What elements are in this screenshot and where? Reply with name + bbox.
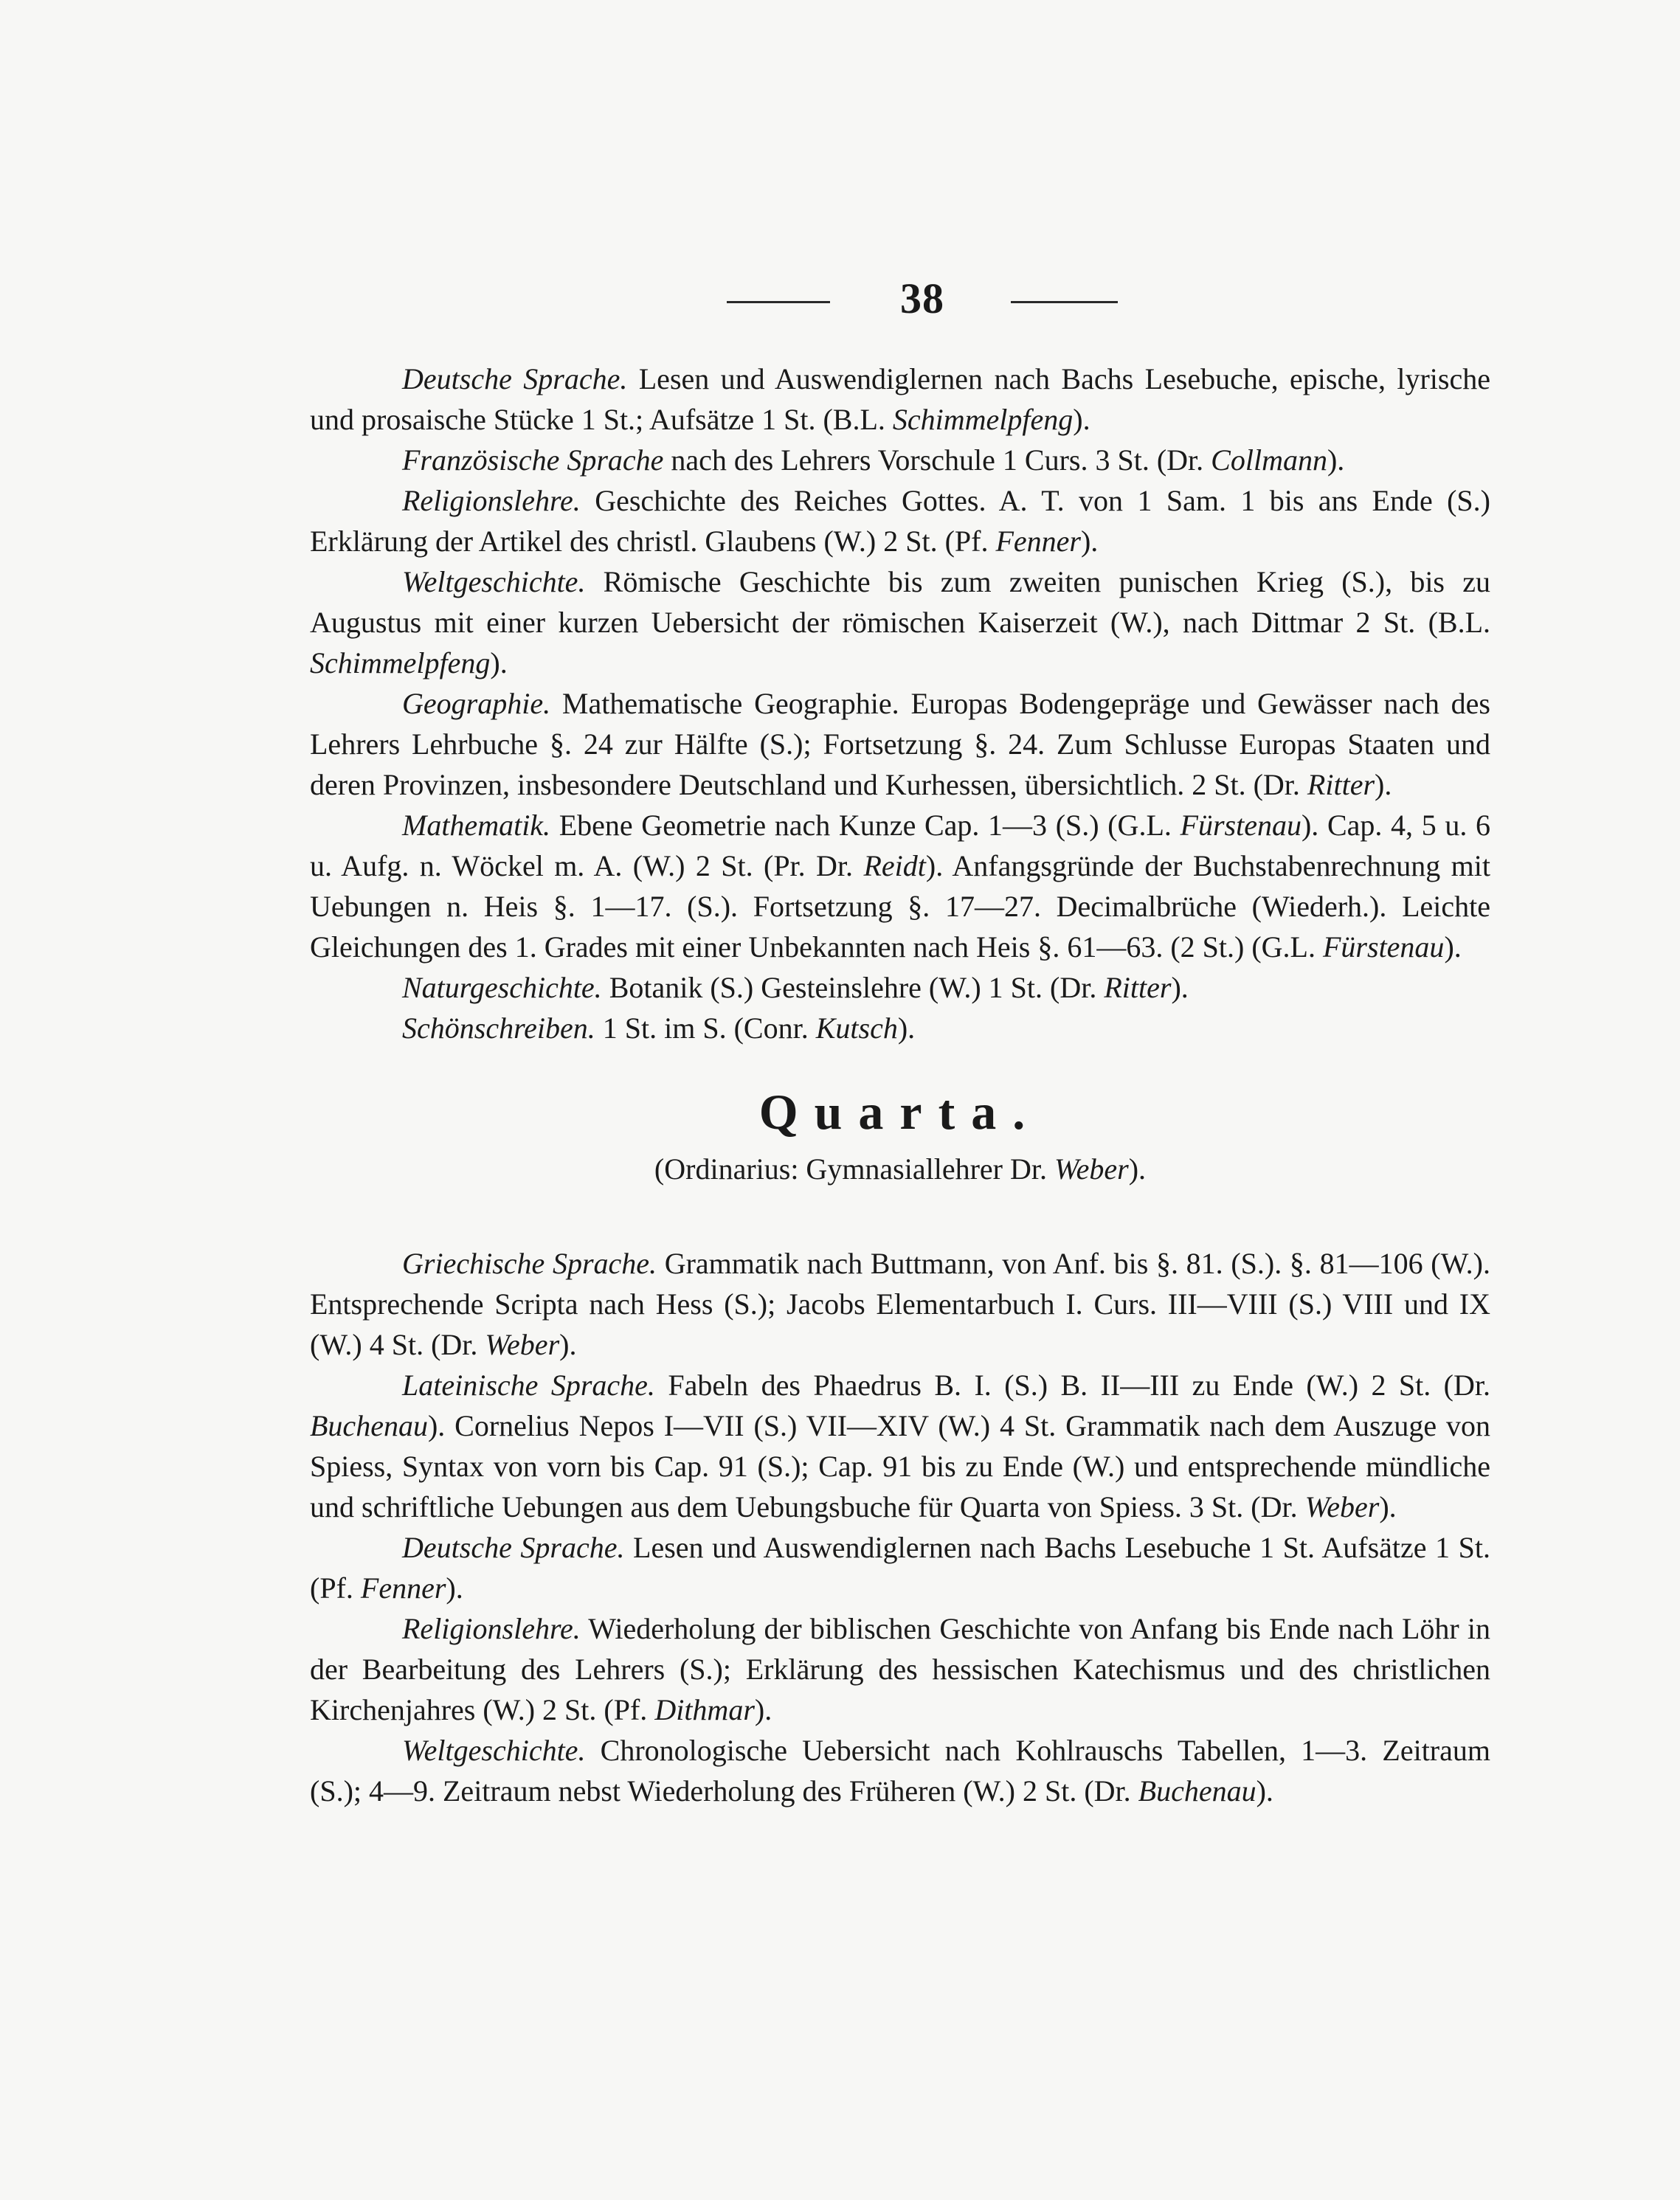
page-body	[310, 359, 1490, 1811]
paragraph-tail: ).	[446, 1571, 463, 1605]
ordinarius-suffix: ).	[1128, 1152, 1147, 1186]
paragraph-weltgeschichte	[310, 561, 1490, 683]
teacher-name: Fürstenau	[1323, 930, 1445, 964]
subject-label: Schönschreiben.	[402, 1011, 595, 1045]
paragraph-text: Fabeln des Phaedrus B. I. (S.) B. II—III zu Ende (W.) 2 St. (Dr.	[654, 1369, 1490, 1402]
paragraph-schoenschreiben	[310, 1008, 1490, 1048]
paragraph-text: nach des Lehrers Vorschule 1 Curs. 3 St. (Dr.	[663, 443, 1211, 477]
teacher-name: Buchenau	[310, 1409, 428, 1442]
paragraph-tail: ).	[897, 1011, 916, 1045]
subject-label: Mathematik.	[402, 809, 551, 842]
paragraph-text: Lesen und Auswendiglernen nach Bachs Lesebuche, epische, lyrische und prosaische Stücke 1 St.; Aufsätze 1 St. (B.L.	[310, 362, 1490, 436]
paragraph-weltgeschichte-quarta	[310, 1730, 1490, 1811]
paragraph-tail: ).	[1080, 525, 1099, 558]
paragraph-text: 1 St. im S. (Conr.	[595, 1011, 816, 1045]
paragraph-geographie	[310, 683, 1490, 805]
teacher-name: Collmann	[1211, 443, 1327, 477]
page-number: 38	[900, 274, 944, 322]
paragraph-tail: ).	[1444, 930, 1462, 964]
subject-label: Lateinische Sprache.	[402, 1369, 655, 1402]
ordinarius-line	[310, 1147, 1490, 1191]
paragraph-lateinische-sprache	[310, 1365, 1490, 1527]
teacher-name: Buchenau	[1138, 1774, 1256, 1808]
paragraph-tail: ).	[1171, 971, 1189, 1004]
paragraph-naturgeschichte	[310, 967, 1490, 1008]
subject-label: Französische Sprache	[402, 443, 664, 477]
teacher-name: Reidt	[863, 849, 926, 882]
teacher-name: Kutsch	[815, 1011, 898, 1045]
subject-label: Geographie.	[402, 687, 551, 720]
teacher-name: Schimmelpfeng	[892, 403, 1074, 436]
header-rule-left	[727, 301, 830, 303]
paragraph-tail: ).	[1073, 403, 1090, 436]
paragraph-griechische-sprache	[310, 1243, 1490, 1365]
ordinarius-prefix: (Ordinarius: Gymnasiallehrer Dr.	[654, 1152, 1054, 1186]
subject-label: Religionslehre.	[402, 484, 581, 517]
paragraph-tail: ).	[1379, 1490, 1397, 1523]
teacher-name: Dithmar	[654, 1693, 755, 1726]
paragraph-text: Römische Geschichte bis zum zweiten punischen Krieg (S.), bis zu Augustus mit einer kurzen Uebersicht der römischen Kaiserzeit (W.), nach Dittmar 2 St. (B.L.	[310, 565, 1490, 639]
paragraph-text: Lesen und Auswendiglernen nach Bachs Lesebuche 1 St. Aufsätze 1 St. (Pf.	[310, 1531, 1490, 1605]
paragraph-tail: ).	[1327, 443, 1345, 477]
paragraph-text: Grammatik nach Buttmann, von Anf. bis §. 81. (S.). §. 81—106 (W.). Entsprechende Scripta nach Hess (S.); Jacobs Elementarbuch I. Curs. III—VIII (S.) VIII und IX (W.) 4 St. (Dr.	[310, 1247, 1490, 1361]
subject-label: Religionslehre.	[402, 1612, 581, 1645]
paragraph-franzoesische-sprache	[310, 440, 1490, 480]
paragraph-text: Mathematische Geographie. Europas Bodengepräge und Gewässer nach des Lehrers Lehrbuche §. 24 zur Hälfte (S.); Fortsetzung §. 24. Zum Schlusse Europas Staaten und deren Provinzen, insbesondere Deutschland und Kurhessen, übersichtlich. 2 St. (Dr.	[310, 687, 1490, 801]
section-spacer	[310, 1191, 1490, 1243]
subject-label: Naturgeschichte.	[402, 971, 602, 1004]
paragraph-tail: ).	[1256, 1774, 1273, 1808]
teacher-name: Weber	[485, 1328, 560, 1361]
ordinarius-name: Weber	[1054, 1152, 1129, 1186]
paragraph-tail: ).	[754, 1693, 772, 1726]
teacher-name: Weber	[1304, 1490, 1380, 1523]
paragraph-text: Ebene Geometrie nach Kunze Cap. 1—3 (S.) (G.L.	[550, 809, 1181, 842]
teacher-name: Schimmelpfeng	[310, 646, 491, 679]
teacher-name: Fenner	[995, 525, 1081, 558]
paragraph-deutsche-sprache	[310, 359, 1490, 440]
paragraph-mathematik	[310, 805, 1490, 967]
subject-label: Weltgeschichte.	[402, 565, 586, 598]
paragraph-deutsche-sprache-quarta	[310, 1527, 1490, 1608]
paragraph-tail: ).	[1375, 768, 1392, 801]
subject-label: Deutsche Sprache.	[402, 362, 628, 395]
paragraph-text: Botanik (S.) Gesteinslehre (W.) 1 St. (Dr.	[601, 971, 1105, 1004]
teacher-name: Ritter	[1307, 768, 1375, 801]
paragraph-text: Chronologische Uebersicht nach Kohlrauschs Tabellen, 1—3. Zeitraum (S.); 4—9. Zeitraum nebst Wiederholung des Früheren (W.) 2 St. (Dr.	[310, 1734, 1490, 1808]
paragraph-tail: ). Cap. 4, 5 u. 6 u. Aufg. n. Wöckel m. A. (W.) 2 St. (Pr. Dr.	[310, 809, 1490, 882]
subject-label: Weltgeschichte.	[402, 1734, 586, 1767]
paragraph-tail: ).	[490, 646, 508, 679]
section-heading-quarta: Quarta.	[758, 1084, 1042, 1140]
teacher-name: Fenner	[360, 1571, 446, 1605]
paragraph-text: Wiederholung der biblischen Geschichte von Anfang bis Ende nach Löhr in der Bearbeitung des Lehrers (S.); Erklärung des hessischen Katechismus und des christlichen Kirchenjahres (W.) 2 St. (Pf.	[310, 1612, 1490, 1726]
header-rule-right	[1011, 301, 1118, 303]
teacher-name: Ritter	[1104, 971, 1172, 1004]
paragraph-tail: ). Cornelius Nepos I—VII (S.) VII—XIV (W.) 4 St. Grammatik nach dem Auszuge von Spiess, Syntax von vorn bis Cap. 91 (S.); Cap. 91 bis zu Ende (W.) und entsprechende mündliche und schriftliche Uebungen aus dem Uebungsbuche für Quarta von Spiess. 3 St. (Dr.	[310, 1409, 1490, 1523]
paragraph-tail: ). Anfangsgründe der Buchstabenrechnung mit Uebungen n. Heis §. 1—17. (S.). Fortsetzung §. 17—27. Decimalbrüche (Wiederh.). Leichte Gleichungen des 1. Grades mit einer Unbekannten nach Heis §. 61—63. (2 St.) (G.L.	[310, 849, 1490, 964]
paragraph-religionslehre-quarta	[310, 1608, 1490, 1730]
page-header	[0, 273, 1680, 325]
subject-label: Griechische Sprache.	[402, 1247, 657, 1280]
subject-label: Deutsche Sprache.	[402, 1531, 625, 1564]
teacher-name: Fürstenau	[1180, 809, 1302, 842]
paragraph-text: Geschichte des Reiches Gottes. A. T. von 1 Sam. 1 bis ans Ende (S.) Erklärung der Artikel des christl. Glaubens (W.) 2 St. (Pf.	[310, 484, 1490, 558]
paragraph-religionslehre	[310, 480, 1490, 561]
paragraph-tail: ).	[559, 1328, 577, 1361]
